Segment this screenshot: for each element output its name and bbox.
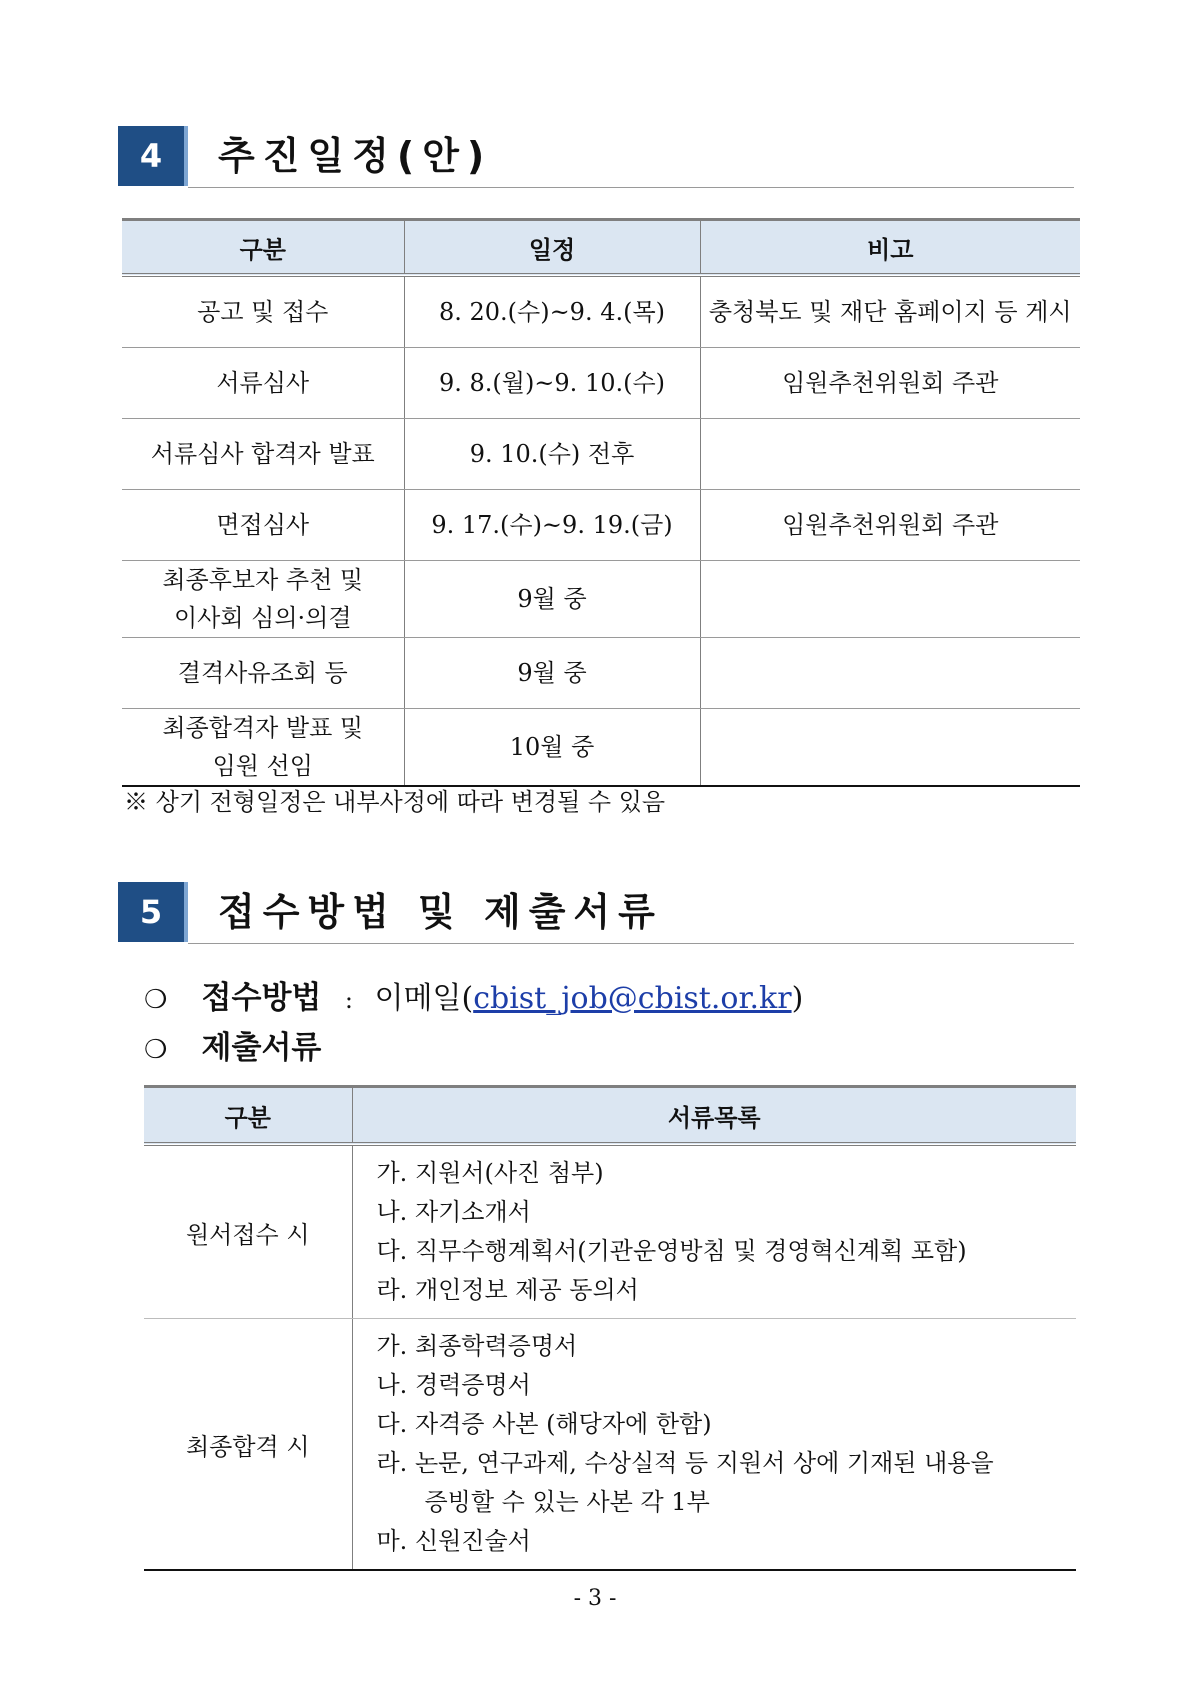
circle-bullet-icon: ❍ <box>144 1035 168 1065</box>
list-item: 라. 논문, 연구과제, 수상실적 등 지원서 상에 기재된 내용을 <box>376 1449 994 1477</box>
schedule-footnote: ※ 상기 전형일정은 내부사정에 따라 변경될 수 있음 <box>124 788 666 816</box>
schedule-table <box>122 218 1080 787</box>
category-text: 결격사유조회 등 <box>177 659 348 687</box>
row-schedule: 9월 중 <box>404 638 700 709</box>
section-title-submission: 접수방법 및 제출서류 <box>218 890 663 934</box>
category-text-line2: 이사회 심의·의결 <box>173 604 352 632</box>
section-title-schedule: 추진일정(안) <box>218 134 493 178</box>
list-item: 가. 지원서(사진 첨부) <box>376 1159 604 1187</box>
section-number-5: 5 <box>118 882 184 942</box>
header-document-list: 서류목록 <box>352 1087 1076 1145</box>
list-item: 라. 개인정보 제공 동의서 <box>376 1276 639 1304</box>
document-list <box>353 1319 1077 1569</box>
row-note: 임원추천위원회 주관 <box>700 490 1080 561</box>
row-document-list <box>352 1319 1076 1571</box>
email-link[interactable]: cbist_job@cbist.or.kr <box>473 981 792 1016</box>
row-note <box>700 709 1080 787</box>
section-divider <box>188 187 1074 188</box>
row-category <box>122 490 404 561</box>
table-row <box>122 638 1080 709</box>
category-text-line2: 임원 선임 <box>212 752 313 780</box>
header-category: 구분 <box>144 1087 352 1145</box>
section-5-heading <box>118 882 1074 944</box>
table-row <box>122 709 1080 787</box>
row-category: 원서접수 시 <box>144 1144 352 1319</box>
table-row <box>144 1319 1076 1571</box>
application-method <box>144 972 803 1017</box>
list-item: 나. 자기소개서 <box>376 1198 531 1226</box>
category-text: 공고 및 접수 <box>197 298 329 326</box>
header-note: 비고 <box>700 220 1080 276</box>
row-note: 임원추천위원회 주관 <box>700 348 1080 419</box>
method-label: 접수방법 <box>201 980 322 1016</box>
row-schedule: 10월 중 <box>404 709 700 787</box>
category-text: 면접심사 <box>216 511 310 539</box>
documents-heading <box>144 1022 321 1067</box>
category-text: 최종후보자 추천 및 <box>162 566 364 594</box>
header-category: 구분 <box>122 220 404 276</box>
row-schedule: 9. 10.(수) 전후 <box>404 419 700 490</box>
table-row <box>144 1144 1076 1319</box>
list-item: 가. 최종학력증명서 <box>376 1332 578 1360</box>
row-schedule: 8. 20.(수)~9. 4.(목) <box>404 275 700 348</box>
list-item: 나. 경력증명서 <box>376 1371 531 1399</box>
row-category <box>122 348 404 419</box>
method-suffix: ) <box>791 981 804 1016</box>
documents-table <box>144 1085 1076 1571</box>
section-number-4: 4 <box>118 126 184 186</box>
row-category <box>122 638 404 709</box>
section-divider <box>188 943 1074 944</box>
circle-bullet-icon: ❍ <box>144 985 168 1015</box>
row-note: 충청북도 및 재단 홈페이지 등 게시 <box>700 275 1080 348</box>
section-4-heading <box>118 126 1074 188</box>
list-item-continuation: 증빙할 수 있는 사본 각 1부 <box>424 1488 710 1516</box>
table-row <box>122 561 1080 638</box>
table-row <box>122 348 1080 419</box>
page-number: - 3 - <box>573 1586 617 1611</box>
category-text: 서류심사 <box>216 369 310 397</box>
row-category <box>122 275 404 348</box>
row-note <box>700 638 1080 709</box>
schedule-table-header <box>122 220 1080 276</box>
row-schedule: 9. 8.(월)~9. 10.(수) <box>404 348 700 419</box>
documents-table-header <box>144 1087 1076 1145</box>
list-item: 다. 직무수행계획서(기관운영방침 및 경영혁신계획 포함) <box>376 1237 967 1265</box>
list-item: 다. 자격증 사본 (해당자에 한함) <box>376 1410 712 1438</box>
list-item: 마. 신원진술서 <box>376 1527 531 1555</box>
row-category <box>122 561 404 638</box>
row-document-list <box>352 1144 1076 1319</box>
row-schedule: 9월 중 <box>404 561 700 638</box>
row-note <box>700 561 1080 638</box>
document-list <box>353 1146 1077 1318</box>
row-note <box>700 419 1080 490</box>
row-category <box>122 709 404 787</box>
header-schedule: 일정 <box>404 220 700 276</box>
method-separator: : <box>344 986 353 1014</box>
method-prefix: 이메일( <box>374 981 474 1016</box>
row-schedule: 9. 17.(수)~9. 19.(금) <box>404 490 700 561</box>
category-text: 서류심사 합격자 발표 <box>150 440 375 468</box>
table-row <box>122 490 1080 561</box>
category-text: 최종합격자 발표 및 <box>162 714 364 742</box>
row-category <box>122 419 404 490</box>
table-row <box>122 275 1080 348</box>
documents-label: 제출서류 <box>201 1030 322 1066</box>
row-category: 최종합격 시 <box>144 1319 352 1571</box>
table-row <box>122 419 1080 490</box>
